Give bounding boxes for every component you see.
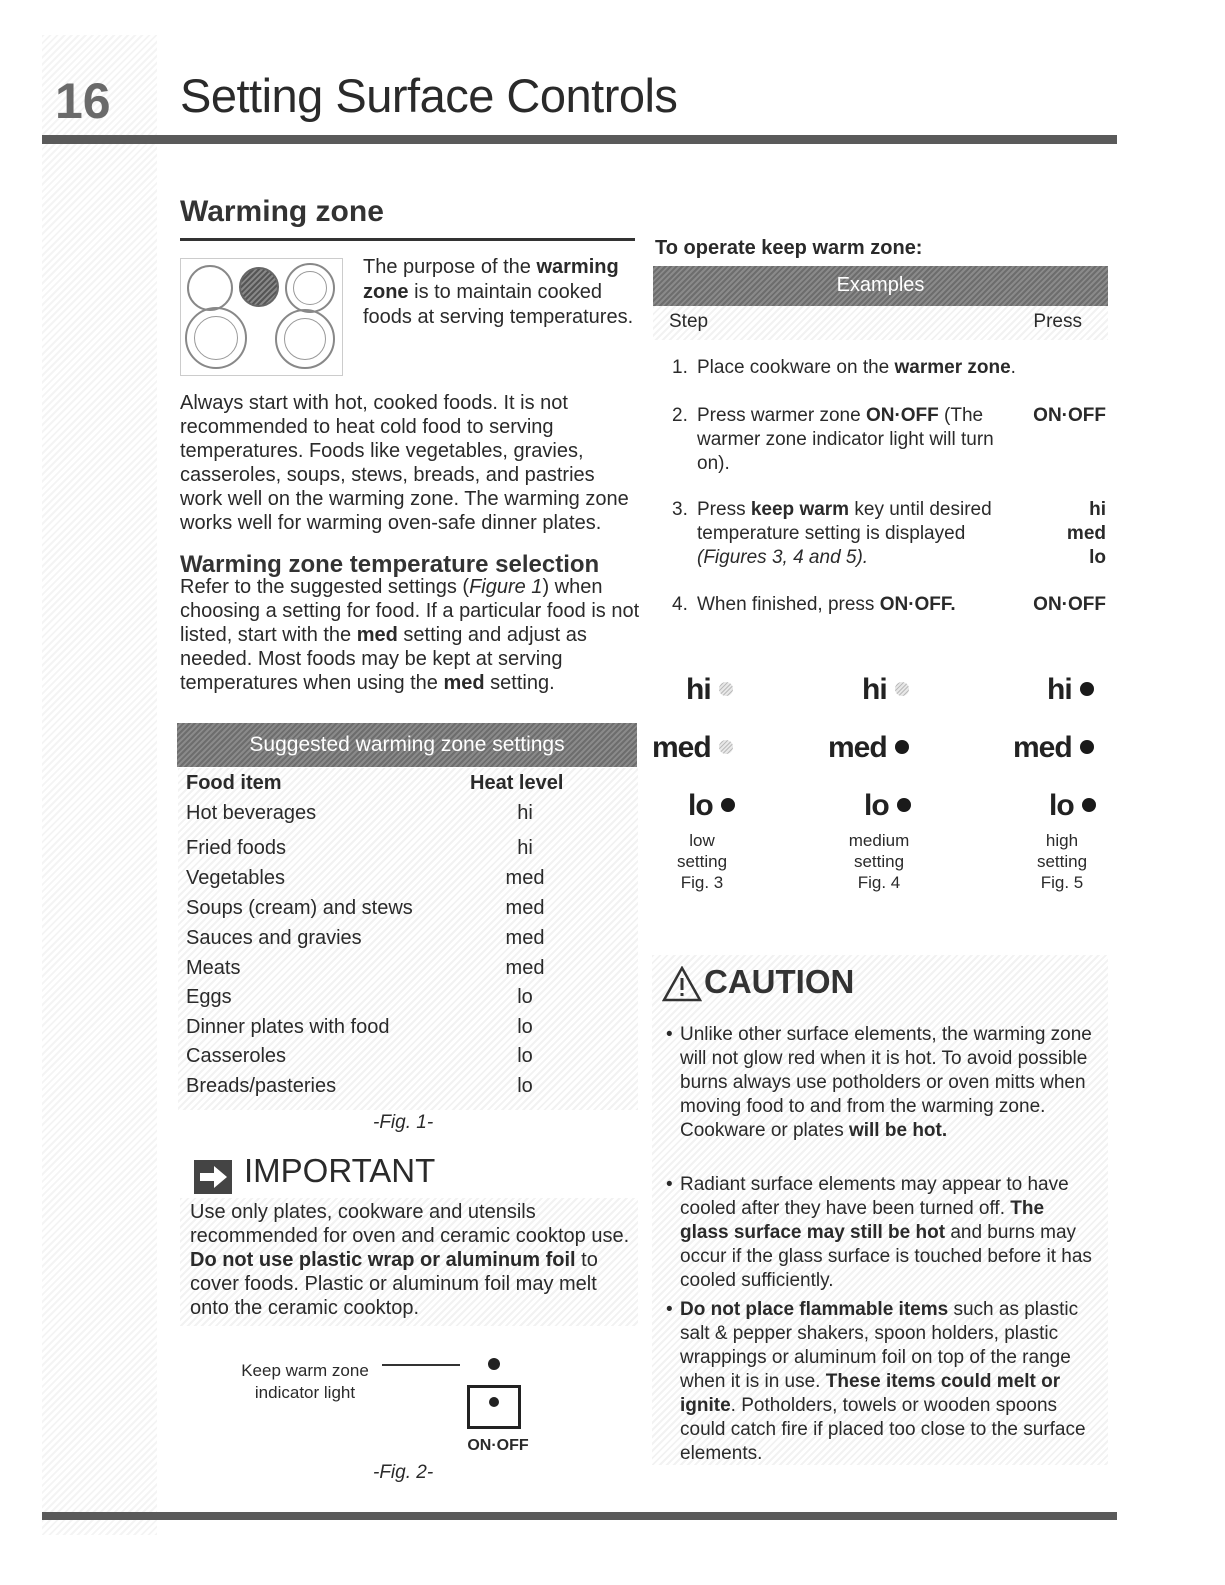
table-cell-level: med: [505, 897, 545, 919]
table-row: Vegetables: [186, 867, 285, 889]
table-cell-level: med: [505, 927, 545, 949]
important-arrow-icon: [194, 1160, 232, 1194]
step-text: Place cookware on the warmer zone.: [697, 357, 1016, 378]
table-row: Eggs: [186, 986, 232, 1008]
table-cell-level: hi: [517, 837, 533, 859]
display-med-fig4: med: [828, 731, 909, 765]
display-lo-fig4: lo: [864, 789, 911, 823]
section-rule: [180, 238, 635, 241]
table-row: Hot beverages: [186, 802, 317, 824]
table-cell-level: lo: [517, 1045, 533, 1067]
step-press-header: [653, 306, 1108, 340]
figure-5-caption: high setting Fig. 5: [1036, 831, 1088, 892]
indicator-on-icon: [1080, 740, 1094, 754]
header-rule: [42, 135, 1117, 144]
important-title: IMPORTANT: [244, 1152, 436, 1189]
display-hi-fig5: hi: [1047, 673, 1094, 707]
indicator-off-icon: [719, 740, 733, 754]
intro-paragraph: Always start with hot, cooked foods. It is not recommended to heat cold food to serving temperatures. Foods like vegetables, gravies, casseroles, soups, stews, breads, and pastries work well on the warming zone. The warming zone works well for warming oven-safe dinner plates.: [180, 392, 629, 534]
table-row: Fried foods: [186, 837, 287, 859]
display-hi-fig3: hi: [686, 673, 733, 707]
step-press-value: med: [1066, 523, 1106, 544]
step-text: When finished, press ON·OFF.: [697, 594, 956, 615]
col-header-food: Food item: [186, 772, 282, 794]
step-number: 2.: [672, 405, 688, 426]
step-press-value: ON·OFF: [1033, 594, 1106, 615]
table-row: Casseroles: [186, 1045, 287, 1067]
selection-paragraph: Refer to the suggested settings (Figure 1) when choosing a setting for food. If a particular food is not listed, start with the med setting and adjust as needed. Most foods may be kept at serving temperatures when using the med setting.: [180, 576, 640, 694]
indicator-on-icon: [721, 798, 735, 812]
table-cell-level: hi: [517, 802, 533, 824]
footer-rule: [42, 1512, 1117, 1520]
figure-2-caption: -Fig. 2-: [373, 1462, 434, 1483]
table-cell-level: lo: [517, 1075, 533, 1097]
important-text: Use only plates, cookware and utensils recommended for oven and ceramic cooktop use. Do not use plastic wrap or aluminum foil to cover foods. Plastic or aluminum foil may melt onto the ceramic cooktop.: [190, 1201, 630, 1319]
on-off-key-label: ON·OFF: [467, 1437, 529, 1454]
table-cell-level: lo: [517, 986, 533, 1008]
table-row: Breads/pasteries: [186, 1075, 337, 1097]
figure-3-caption: low setting Fig. 3: [676, 831, 728, 892]
section-title: Warming zone: [180, 195, 384, 228]
figure-1-caption: -Fig. 1-: [373, 1112, 434, 1133]
col-header-level: Heat level: [470, 772, 564, 794]
cooktop-burner-icon: [180, 258, 343, 376]
keep-warm-indicator-label: Keep warm zone indicator light: [241, 1361, 369, 1402]
table-row: Dinner plates with food: [186, 1016, 390, 1038]
warming-zone-burner-icon: [239, 267, 279, 307]
indicator-on-icon: [1080, 682, 1094, 696]
step-text: Press keep warm key until desired temperature setting is displayed (Figures 3, 4 and 5).: [697, 499, 992, 568]
table-cell-level: med: [505, 867, 545, 889]
table-row: Meats: [186, 957, 241, 979]
intro-text: The purpose of the warming zone is to maintain cooked foods at serving temperatures.: [363, 256, 634, 328]
page-number: 16: [55, 73, 111, 129]
table-row: Sauces and gravies: [186, 927, 362, 949]
burner-ring-icon: [275, 309, 335, 369]
table-title-bar: Suggested warming zone settings: [177, 723, 637, 767]
burner-ring-icon: [187, 265, 233, 311]
indicator-off-icon: [719, 682, 733, 696]
display-hi-fig4: hi: [862, 673, 909, 707]
indicator-on-icon: [895, 740, 909, 754]
key-dot-icon: [489, 1397, 499, 1407]
caution-bullet: • Do not place flammable items such as plastic salt & pepper shakers, spoon holders, plastic wrappings or aluminum foil on top of the range when it is in use. These items could melt or ignite. Potholders, towels or wooden spoons could catch fire if placed too close to the surface elements.: [666, 1299, 1086, 1464]
examples-bar: Examples: [653, 266, 1108, 306]
indicator-on-icon: [897, 798, 911, 812]
caution-bullet: • Radiant surface elements may appear to have cooled after they have been turned off. The glass surface may still be hot and burns may occur if the glass surface is touched before it has cooled sufficiently.: [666, 1174, 1092, 1291]
table-cell-level: med: [505, 957, 545, 979]
burner-ring-icon: [185, 307, 247, 369]
step-text: Press warmer zone ON·OFF (The warmer zone indicator light will turn on).: [697, 405, 994, 474]
left-margin-strip: [42, 35, 157, 1535]
step-header: Step: [669, 311, 709, 332]
step-press-value: ON·OFF: [1033, 405, 1106, 426]
caution-title: CAUTION: [704, 963, 855, 1000]
step-press-value: lo: [1089, 547, 1106, 568]
display-med-fig3: med: [652, 731, 733, 765]
page-title: Setting Surface Controls: [180, 69, 678, 122]
indicator-leader-line: [382, 1364, 460, 1366]
figure-4-caption: medium setting Fig. 4: [848, 831, 910, 892]
display-med-fig5: med: [1013, 731, 1094, 765]
step-number: 4.: [672, 594, 688, 615]
step-number: 3.: [672, 499, 688, 520]
operate-title: To operate keep warm zone:: [655, 237, 923, 259]
display-lo-fig3: lo: [688, 789, 735, 823]
warning-triangle-icon: [662, 966, 702, 1002]
step-press-value: hi: [1089, 499, 1106, 520]
press-header: Press: [1033, 311, 1082, 332]
display-lo-fig5: lo: [1049, 789, 1096, 823]
burner-ring-icon: [285, 263, 335, 313]
table-row: Soups (cream) and stews: [186, 897, 413, 919]
on-off-key[interactable]: [467, 1385, 521, 1429]
indicator-light-icon: [488, 1358, 500, 1370]
indicator-off-icon: [895, 682, 909, 696]
indicator-on-icon: [1082, 798, 1096, 812]
step-number: 1.: [672, 357, 688, 378]
caution-bullet: • Unlike other surface elements, the warming zone will not glow red when it is hot. To avoid possible burns always use potholders or oven mitts when moving food to and from the warming zone. Cookware or plates will be hot.: [666, 1024, 1092, 1141]
table-cell-level: lo: [517, 1016, 533, 1038]
sub-section-title: Warming zone temperature selection: [180, 551, 600, 578]
